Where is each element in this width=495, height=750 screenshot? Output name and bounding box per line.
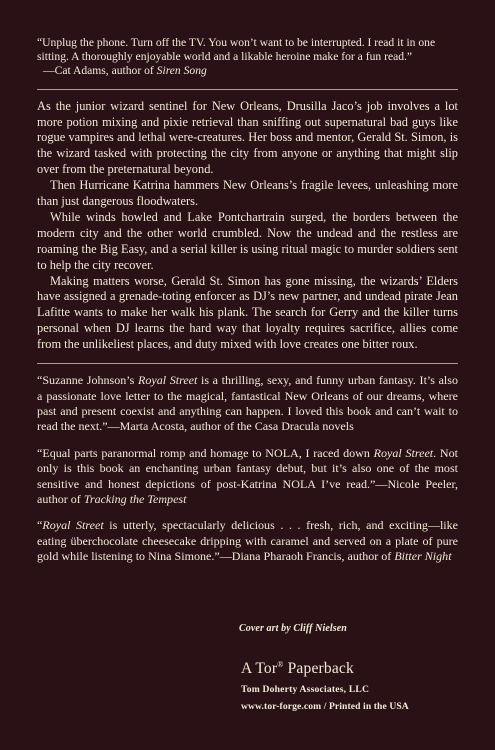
divider-rule <box>37 89 458 90</box>
review-quote <box>37 373 458 435</box>
imprint-suffix: Paperback <box>283 660 354 678</box>
book-description <box>37 99 458 354</box>
top-blurb-attribution <box>37 64 458 78</box>
imprint-line <box>241 660 354 678</box>
quote-text: “ <box>37 518 43 533</box>
description-paragraph: Then Hurricane Katrina hammers New Orleans’s fragile levees, unleashing more than just dangerous floodwaters. <box>37 178 458 209</box>
description-paragraph: Making matters worse, Gerald St. Simon has gone missing, the wizards’ Elders have assigned a grenade-toting enforcer as DJ’s new partner, and undead pirate Jean Lafitte wants to make her walk his plank. The search for Gerry and the killer turns personal when DJ learns the hard way that loyalty requires sacrifice, allies come from the unlikeliest places, and duty mixed with love creates one bitter roux. <box>37 273 458 352</box>
quote-book-title: Royal Street <box>137 373 198 388</box>
cover-art-credit: Cover art by Cliff Nielsen <box>239 623 347 634</box>
description-paragraph: While winds howled and Lake Pontchartrain surged, the borders between the modern city and the other world crumbled. Now the undead and the restless are roaming the Big Easy, and a serial killer is using ritual magic to murder soldiers sent to help the city recover. <box>37 209 458 272</box>
quote-text: “Suzanne Johnson’s <box>37 373 138 388</box>
quote-book-title: Royal Street <box>373 445 434 460</box>
review-quote <box>37 518 458 564</box>
quote-author-book-title: Bitter Night <box>394 549 452 564</box>
attribution-title: Siren Song <box>156 64 207 78</box>
imprint-name: A Tor <box>241 660 278 678</box>
registered-mark: ® <box>277 660 284 669</box>
web-and-print-line: www.tor-forge.com / Printed in the USA <box>241 701 409 712</box>
divider-rule <box>37 363 458 364</box>
top-blurb-quote: “Unplug the phone. Turn off the TV. You won’t want to be interrupted. I read it in one sitting. A thoroughly enjoyable world and a likable heroine make for a fun read.” <box>37 36 436 64</box>
top-blurb <box>37 36 458 79</box>
attribution-prefix: —Cat Adams, author of <box>43 64 157 78</box>
publisher-name: Tom Doherty Associates, LLC <box>241 684 370 695</box>
quote-text: is utterly, spectacularly delicious . . . fresh, rich, and exciting—like eating überchocolate cheesecake dripping with caramel and served on a plate of pure gold while listening to Nina Simone.”—Diana Pharaoh Francis, author of <box>37 518 459 564</box>
review-quote <box>37 446 458 508</box>
quote-author-book-title: Tracking the Tempest <box>83 491 187 506</box>
description-paragraph: As the junior wizard sentinel for New Orleans, Drusilla Jaco’s job involves a lot more potion mixing and pixie retrieval than sniffing out supernatural bad guys like rogue vampires and lethal were-creatures. Her boss and mentor, Gerald St. Simon, is the wizard tasked with protecting the city from anyone or anything that might slip over from the preternatural beyond. <box>37 98 458 177</box>
quote-text: is a thrilling, sexy, and funny urban fantasy. It’s also a passionate love letter to the magical, fantastical New Orleans of our dreams, where past and present coexist and anything can happen. I loved this book and can’t wait to read the next.”—Marta Acosta, author of the Casa Dracula novels <box>37 373 458 434</box>
quote-book-title: Royal Street <box>42 518 104 533</box>
quote-text: “Equal parts paranormal romp and homage to NOLA, I raced down <box>37 445 374 460</box>
quote-text: . Not only is this book an enchanting urban fantasy debut, but it’s also one of the most sensitive and honest depictions of post-Katrina NOLA I’ve read.”—Nicole Peeler, author of <box>37 445 458 506</box>
